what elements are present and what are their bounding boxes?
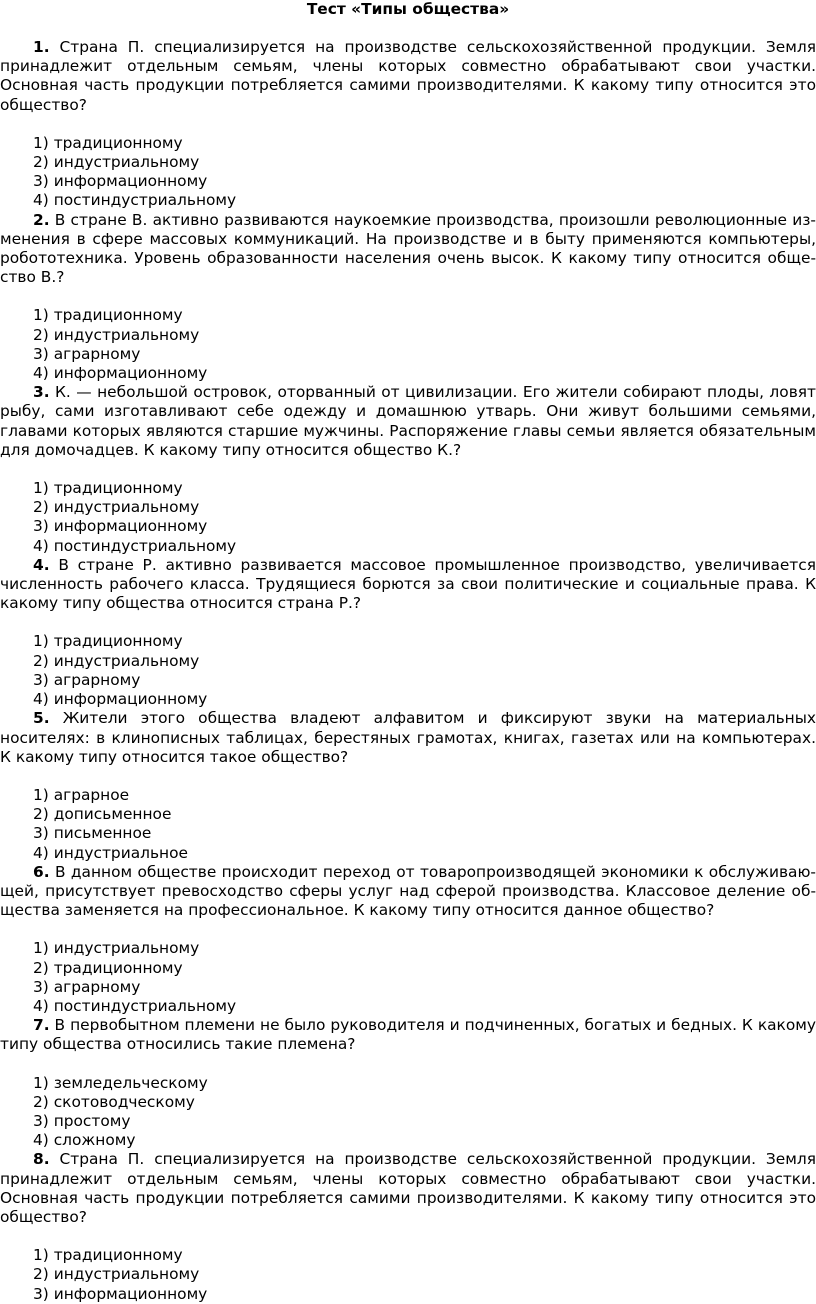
question-text (0, 556, 816, 614)
question-1 (0, 38, 816, 211)
blank-line (0, 287, 816, 306)
answer-option: 1) традиционному (33, 306, 183, 325)
answer-option: 4) информационному (33, 364, 208, 383)
answer-options (0, 632, 816, 709)
question-body: В данном обществе происходит переход от товаропроизводящей экономики к обслуживающей, присутствует превосходство сферы услуг над сферой производства. Классовое деление общества заменяется на профессиональное. К какому типу относится данное общество? (0, 862, 816, 920)
question-5 (0, 709, 816, 862)
question-2 (0, 211, 816, 384)
question-number: 3. (33, 383, 50, 402)
question-text (0, 1016, 816, 1054)
answer-options (0, 479, 816, 556)
answer-option: 4) сложному (33, 1131, 136, 1150)
question-number: 7. (33, 1016, 50, 1035)
blank-line (0, 613, 816, 632)
answer-option: 1) аграрное (33, 785, 130, 804)
question-number: 4. (33, 555, 50, 574)
answer-option: 1) традиционному (33, 479, 183, 498)
question-number: 6. (33, 862, 50, 881)
answer-option: 2) индустриальному (33, 1265, 200, 1284)
answer-option: 2) дописьменное (33, 805, 172, 824)
answer-option: 3) информационному (33, 1284, 208, 1303)
answer-option: 2) скотоводческому (33, 1092, 195, 1111)
question-body: В первобытном племени не было руководителя и подчиненных, богатых и бедных. К какому типу общества относились такие племена? (0, 1016, 816, 1054)
question-text (0, 211, 816, 288)
answer-option: 3) аграрному (33, 977, 141, 996)
answer-options (0, 134, 816, 211)
answer-option: 4) постиндустриальному (33, 191, 237, 210)
title-spacer (0, 19, 816, 38)
question-body: Страна П. специализируется на производстве сельскохозяйственной продукции. Земля принадлежит отдельным семьям, члены которых совместно обрабатывают свои участки. Основная часть продукции потребляется самими производителями. К какому типу относится это общество? (0, 38, 816, 114)
answer-options (0, 1074, 816, 1151)
question-6 (0, 863, 816, 1016)
answer-option: 1) традиционному (33, 1246, 183, 1265)
question-body: В стране В. активно развиваются наукоемкие производства, произошли революционные изменения в сфере массовых коммуникаций. На производстве и в быту применяются компьютеры, робототехника. Уровень образованности населения очень высок. К какому типу относится общество В.? (0, 210, 816, 287)
answer-option: 3) аграрному (33, 670, 141, 689)
answer-option: 3) информационному (33, 517, 208, 536)
question-text (0, 863, 816, 921)
answer-option: 3) письменное (33, 824, 152, 843)
answer-options (0, 1246, 816, 1304)
answer-options (0, 786, 816, 863)
question-body: В стране Р. активно развивается массовое промышленное производство, увеличивается численность рабочего класса. Трудящиеся борются за свои политические и социальные права. К какому типу общества относится страна Р.? (0, 555, 816, 613)
question-3 (0, 383, 816, 556)
answer-option: 3) простому (33, 1111, 131, 1130)
question-text (0, 1150, 816, 1227)
answer-option: 4) информационному (33, 690, 208, 709)
question-body: Страна П. специализируется на производстве сельскохозяйственной продукции. Земля принадлежит отдельным семьям, члены которых совместно обрабатывают свои участки. Основная часть продукции потребляется самими производителями. К какому типу относится это общество? (0, 1150, 816, 1226)
question-8 (0, 1150, 816, 1303)
blank-line (0, 1227, 816, 1246)
question-body: К. — небольшой островок, оторванный от цивилизации. Его жители собирают плоды, ловят рыбу, сами изготавливают себе одежду и домашнюю утварь. Они живут большими семьями, главами которых являются старшие мужчины. Распоряжение главы семьи является обязательным для домочадцев. К какому типу относится общество К.? (0, 383, 816, 459)
answer-option: 3) аграрному (33, 344, 141, 363)
answer-option: 2) традиционному (33, 958, 183, 977)
blank-line (0, 115, 816, 134)
question-text (0, 709, 816, 767)
question-7 (0, 1016, 816, 1150)
answer-options (0, 306, 816, 383)
answer-option: 2) индустриальному (33, 325, 200, 344)
question-number: 2. (33, 210, 50, 229)
blank-line (0, 920, 816, 939)
blank-line (0, 767, 816, 786)
question-number: 8. (33, 1150, 50, 1169)
answer-option: 1) индустриальному (33, 939, 200, 958)
answer-option: 3) информационному (33, 172, 208, 191)
answer-option: 4) постиндустриальному (33, 996, 237, 1015)
answer-option: 2) индустриальному (33, 651, 200, 670)
question-body: Жители этого общества владеют алфавитом и фиксируют звуки на материальных носителях: в клинописных таблицах, берестяных грамотах, книгах, газетах или на компьютерах. К какому типу относится такое общество? (0, 709, 816, 766)
question-text (0, 38, 816, 115)
question-number: 1. (33, 38, 50, 56)
answer-option: 4) индустриальное (33, 843, 188, 862)
question-4 (0, 556, 816, 709)
answer-option: 1) традиционному (33, 133, 183, 152)
blank-line (0, 1055, 816, 1074)
answer-option: 2) индустриальному (33, 498, 200, 517)
page-title: Тест «Типы общества» (306, 0, 510, 18)
question-number: 5. (33, 709, 50, 728)
answer-option: 1) традиционному (33, 632, 183, 651)
blank-line (0, 460, 816, 479)
answer-option: 4) постиндустриальному (33, 536, 237, 555)
answer-option: 2) индустриальному (33, 153, 200, 172)
answer-options (0, 939, 816, 1016)
answer-option: 1) земледельческому (33, 1073, 208, 1092)
question-text (0, 383, 816, 460)
